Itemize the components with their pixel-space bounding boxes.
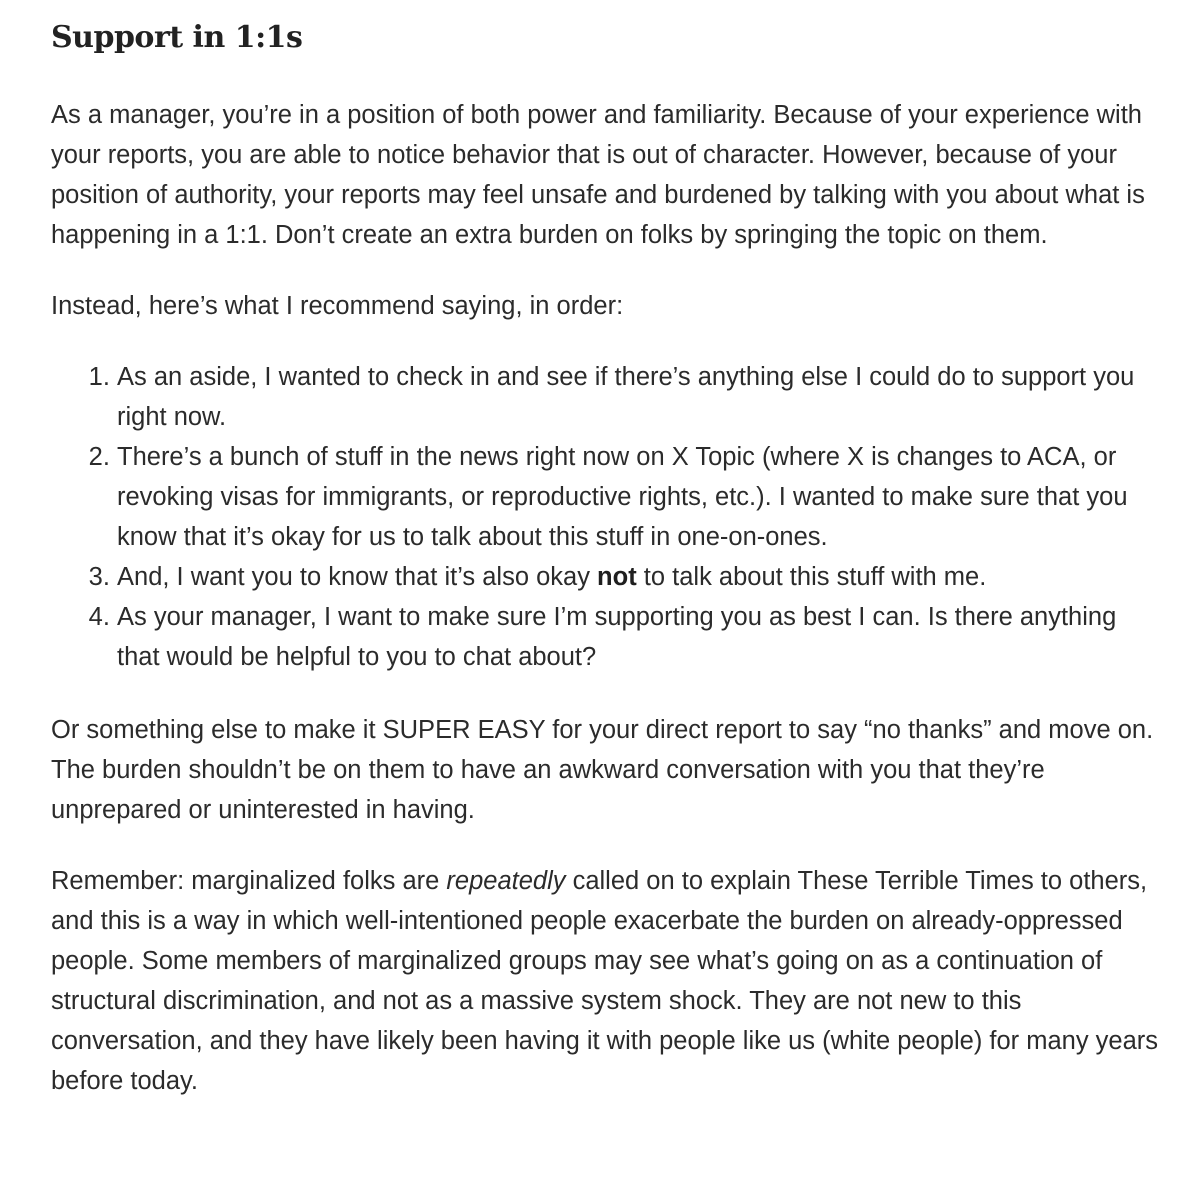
list-item-text-end: to talk about this stuff with me. bbox=[636, 563, 987, 591]
list-item: 2. There’s a bunch of stuff in the news right now on X Topic (where X is changes to ACA, or revoking visas for immigrants, or reproductive rights, etc.). I wanted to make sure that you know that it’s okay for us to talk about this stuff in one-on-ones. bbox=[117, 437, 1161, 557]
emphasis-repeatedly: repeatedly bbox=[446, 867, 566, 895]
section-heading: Support in 1:1s bbox=[51, 20, 303, 55]
closing-paragraph: Or something else to make it SUPER EASY for your direct report to say “no thanks” and move on. The burden shouldn’t be on them to have an awkward conversation with you that they’re unprepared or uninterested in having. bbox=[51, 716, 1154, 824]
list-item-text-start: And, I want you to know that it’s also okay bbox=[117, 563, 598, 591]
list-item: 4. As your manager, I want to make sure I’m supporting you as best I can. Is there anything that would be helpful to you to chat about? bbox=[117, 597, 1161, 677]
reminder-paragraph bbox=[51, 861, 1161, 1101]
reminder-text-end: called on to explain These Terrible Times to others, and this is a way in which well-intentioned people exacerbate the burden on already-oppressed people. Some members of marginalized groups may see what’s going on as a continuation of structural discrimination, and not as a massive system shock. They are not new to this conversation, and they have likely been having it with people like us (white people) for many years before today. bbox=[51, 867, 1159, 1095]
intro-paragraph: As a manager, you’re in a position of both power and familiarity. Because of your experience with your reports, you are able to notice behavior that is out of character. However, because of your position of authority, your reports may feel unsafe and burdened by talking with you about what is happening in a 1:1. Don’t create an extra burden on folks by springing the topic on them. bbox=[51, 101, 1145, 249]
article-section bbox=[51, 10, 1161, 1101]
reminder-text-start: Remember: marginalized folks are bbox=[51, 867, 447, 895]
recommended-phrases-list bbox=[51, 357, 1161, 677]
emphasis-not: not bbox=[597, 563, 637, 591]
lead-paragraph: Instead, here’s what I recommend saying, in order: bbox=[51, 292, 624, 320]
list-item bbox=[117, 557, 1161, 597]
list-item: 1. As an aside, I wanted to check in and see if there’s anything else I could do to support you right now. bbox=[117, 357, 1161, 437]
